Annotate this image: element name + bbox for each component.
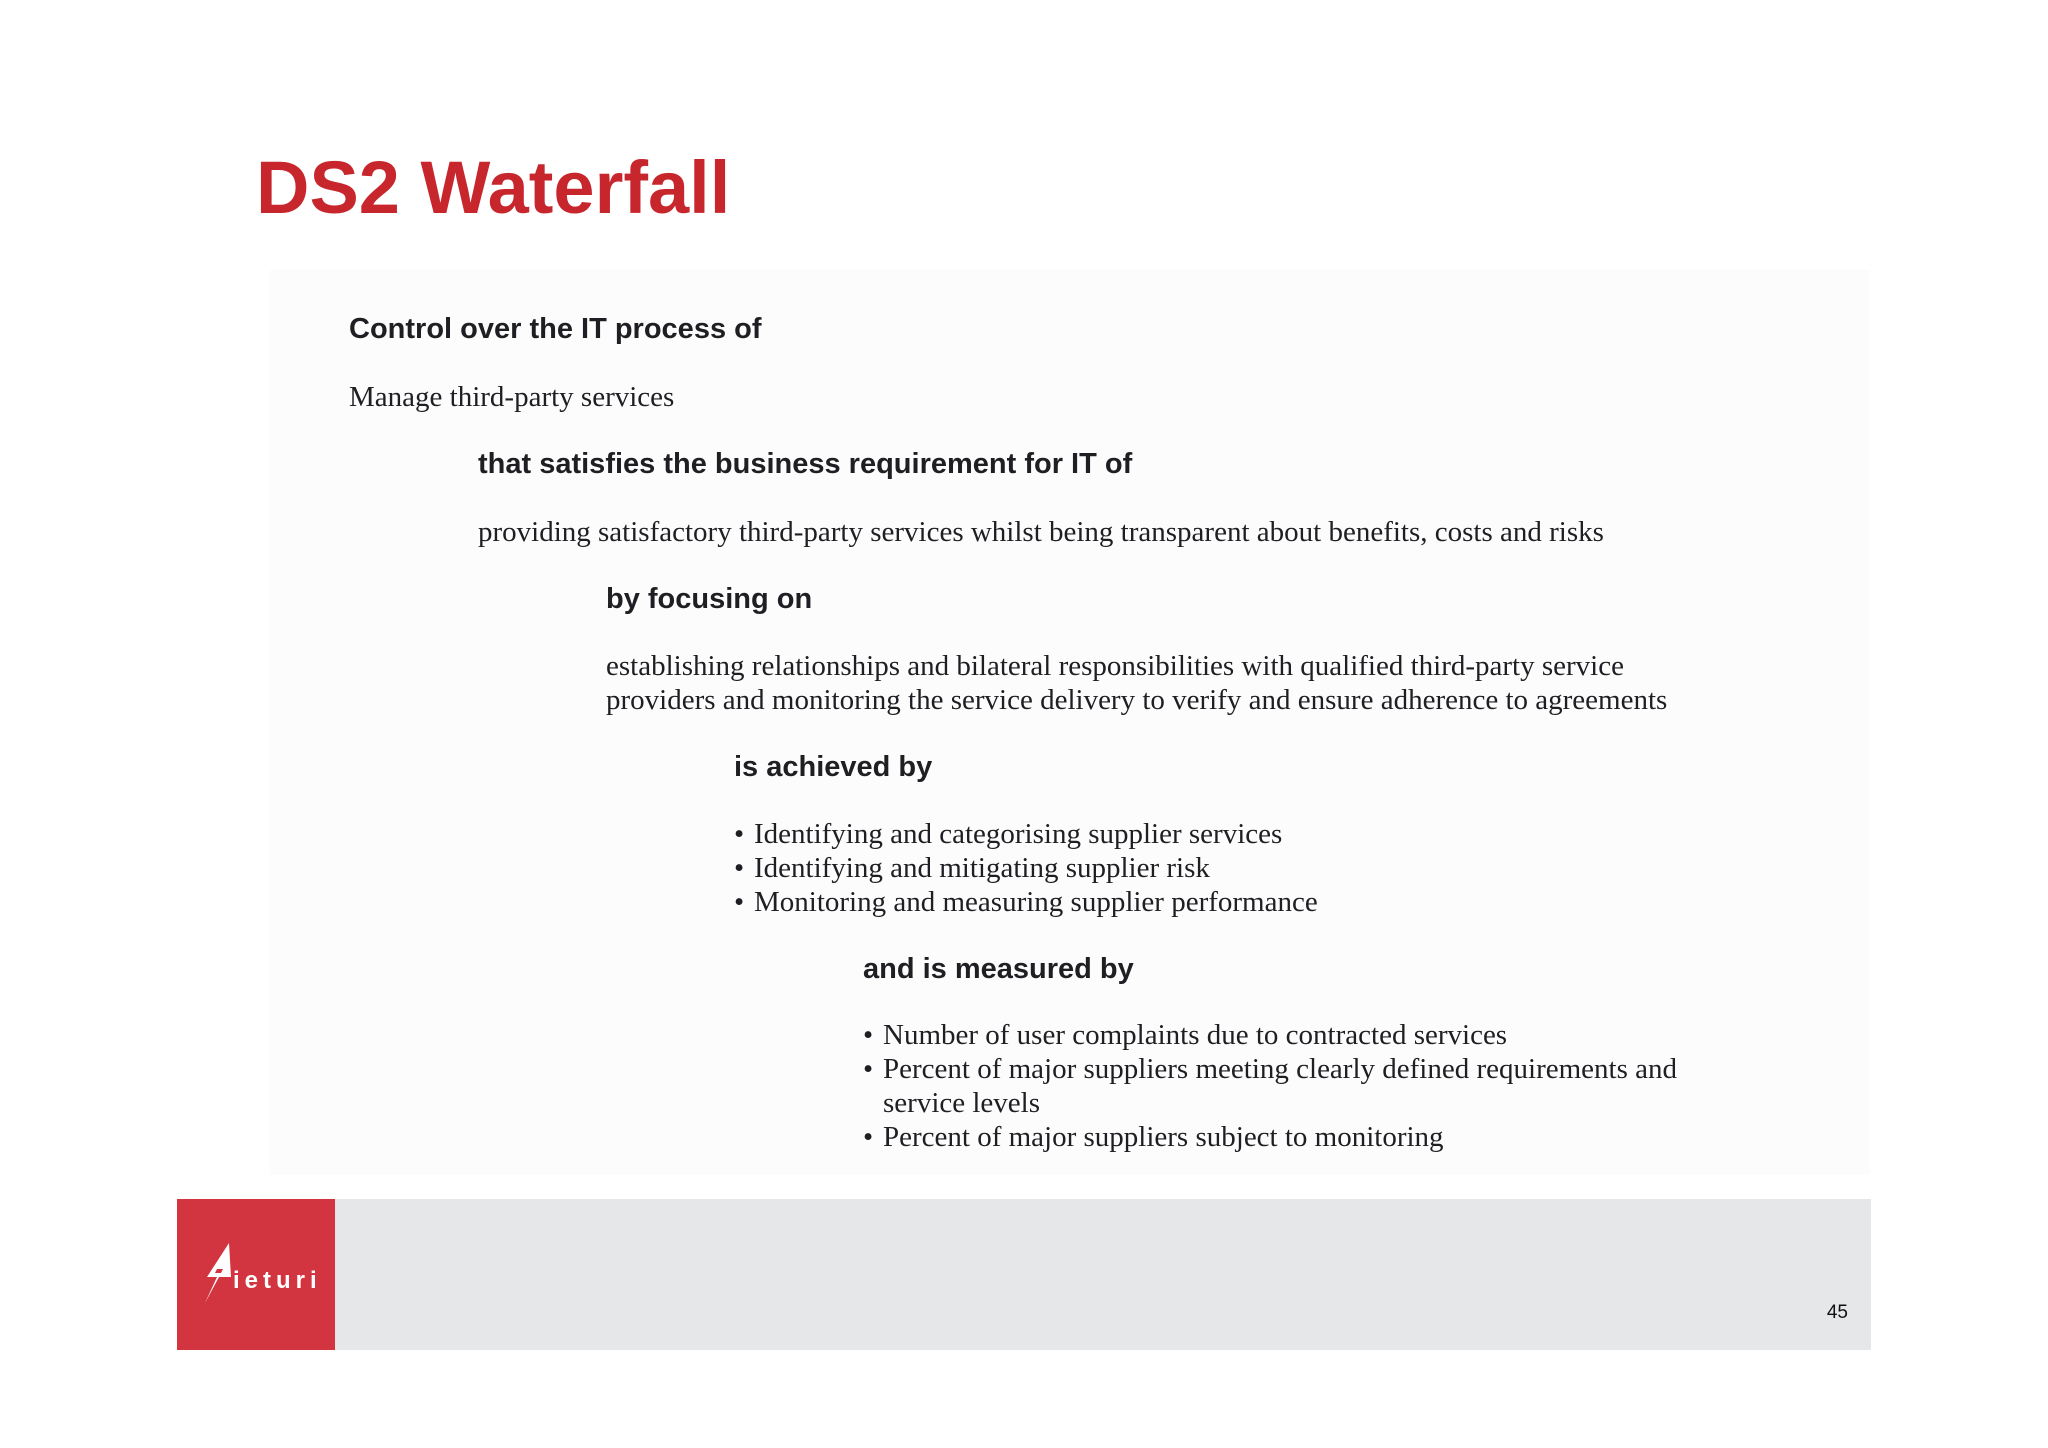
logo bbox=[177, 1199, 335, 1350]
requirement-text: providing satisfactory third-party services whilst being transparent about benefits, costs and risks bbox=[478, 516, 1604, 548]
achieved-bullet-item: • Identifying and categorising supplier services bbox=[734, 817, 1318, 851]
focus-line-2: providers and monitoring the service delivery to verify and ensure adherence to agreements bbox=[606, 684, 1668, 716]
page-number: 45 bbox=[1826, 1302, 1848, 1323]
achieved-heading: is achieved by bbox=[734, 751, 933, 783]
focus-line-1: establishing relationships and bilateral responsibilities with qualified third-party service bbox=[606, 650, 1624, 682]
measured-bullet-continuation: service levels bbox=[883, 1087, 1041, 1119]
measured-heading: and is measured by bbox=[863, 953, 1134, 985]
requirement-heading: that satisfies the business requirement for IT of bbox=[478, 448, 1133, 480]
slide-title: DS2 Waterfall bbox=[256, 146, 731, 229]
measured-bullet-list bbox=[863, 1018, 1677, 1154]
logo-text: ieturi bbox=[233, 1267, 322, 1294]
measured-bullet-item: • Percent of major suppliers meeting clearly defined requirements and bbox=[863, 1052, 1677, 1086]
control-text: Manage third-party services bbox=[349, 381, 675, 413]
footer-band bbox=[177, 1199, 1871, 1350]
control-heading: Control over the IT process of bbox=[349, 313, 762, 345]
achieved-bullet-item: • Monitoring and measuring supplier performance bbox=[734, 885, 1318, 919]
logo-mark-icon bbox=[201, 1243, 235, 1303]
achieved-bullet-item: • Identifying and mitigating supplier risk bbox=[734, 851, 1318, 885]
measured-bullet-item: • Percent of major suppliers subject to monitoring bbox=[863, 1120, 1677, 1154]
achieved-bullet-list bbox=[734, 817, 1318, 919]
measured-bullet-item: • Number of user complaints due to contracted services bbox=[863, 1018, 1677, 1052]
focus-heading: by focusing on bbox=[606, 583, 813, 615]
